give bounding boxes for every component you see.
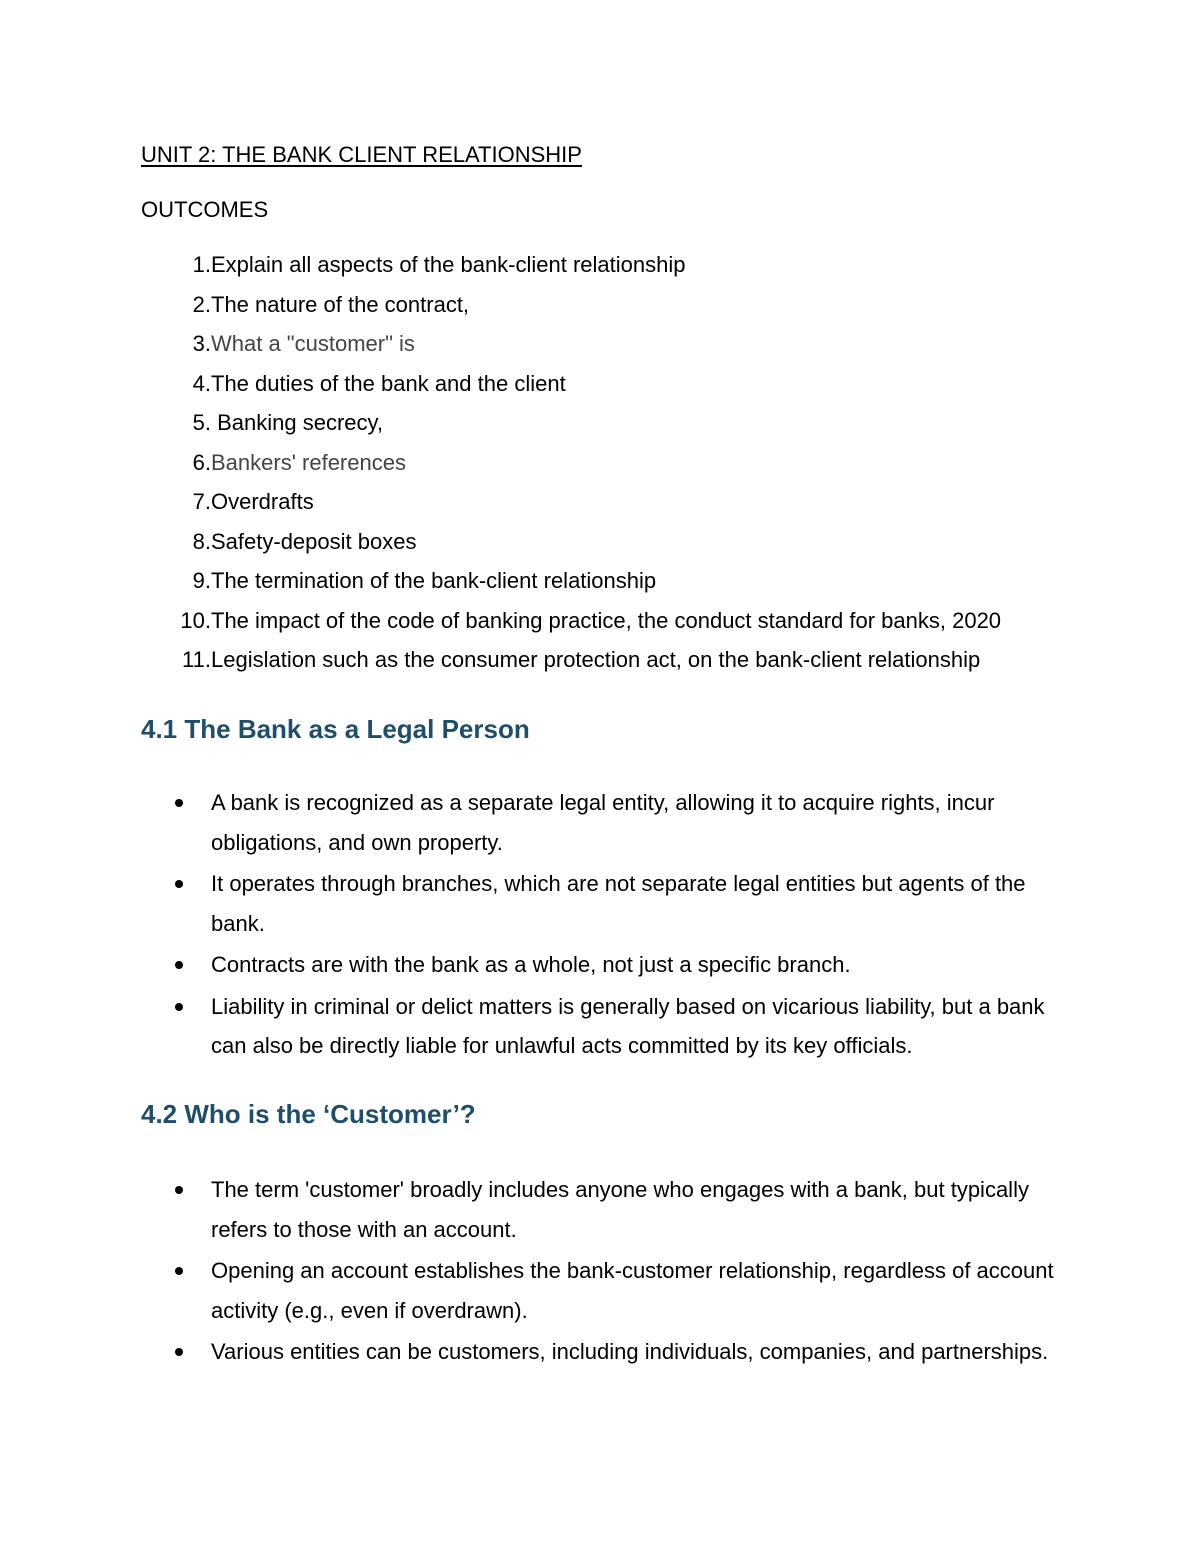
outcome-number: 3. <box>192 331 211 356</box>
outcome-text: Overdrafts <box>211 489 314 514</box>
bullet-icon <box>175 961 183 969</box>
outcome-number: 1. <box>192 252 211 277</box>
section-heading-legal-person: 4.1 The Bank as a Legal Person <box>141 714 530 744</box>
bullet-text: Opening an account establishes the bank-customer relationship, regardless of account activity (e.g., even if overdrawn). <box>211 1258 1054 1323</box>
outcome-number: 11. <box>182 647 211 672</box>
bullet-text: Contracts are with the bank as a whole, not just a specific branch. <box>211 952 851 977</box>
outcome-text: Bankers' references <box>211 449 406 475</box>
bullet-item <box>141 1332 1081 1372</box>
outcome-number: 5. <box>192 410 211 435</box>
outcome-number: 10. <box>180 607 211 633</box>
bullet-icon <box>175 1348 183 1356</box>
outcome-text: The termination of the bank-client relationship <box>211 568 657 593</box>
bullet-text: Liability in criminal or delict matters is generally based on vicarious liability, but a bank can also be directly liable for unlawful acts committed by its key officials. <box>211 993 1045 1058</box>
outcome-number: 4. <box>192 370 211 396</box>
bullet-text: A bank is recognized as a separate legal entity, allowing it to acquire rights, incur obligations, and own property. <box>211 790 995 855</box>
bullet-icon <box>175 1003 183 1011</box>
outcome-text: What a "customer" is <box>211 331 415 356</box>
legal-person-bullet-list <box>141 783 1081 1068</box>
bullet-text: It operates through branches, which are not separate legal entities but agents of the bank. <box>211 871 1026 936</box>
outcome-number: 9. <box>192 568 211 593</box>
bullet-item <box>141 1170 1081 1249</box>
bullet-text: The term 'customer' broadly includes anyone who engages with a bank, but typically refers to those with an account. <box>211 1177 1029 1242</box>
outcome-text: The impact of the code of banking practice, the conduct standard for banks, 2020 <box>211 607 1002 633</box>
outcomes-label: OUTCOMES <box>141 197 269 222</box>
outcome-text: Banking secrecy, <box>211 410 384 435</box>
bullet-item <box>141 987 1081 1066</box>
bullet-icon <box>175 1267 183 1275</box>
customer-bullet-list <box>141 1170 1081 1374</box>
bullet-icon <box>175 1186 183 1194</box>
bullet-item <box>141 1251 1081 1330</box>
outcome-number: 6. <box>192 449 211 475</box>
outcome-text: The nature of the contract, <box>211 291 470 317</box>
section-heading-customer: 4.2 Who is the ‘Customer’? <box>141 1099 476 1129</box>
bullet-item <box>141 864 1081 943</box>
bullet-item <box>141 945 1081 985</box>
outcome-text: Explain all aspects of the bank-client relationship <box>211 252 686 277</box>
bullet-icon <box>175 799 183 807</box>
bullet-text: Various entities can be customers, including individuals, companies, and partnerships. <box>211 1339 1049 1364</box>
outcome-text: The duties of the bank and the client <box>211 370 566 396</box>
document-title: UNIT 2: THE BANK CLIENT RELATIONSHIP <box>141 142 582 167</box>
bullet-icon <box>175 880 183 888</box>
outcome-text: Safety-deposit boxes <box>211 528 417 554</box>
outcome-number: 7. <box>192 489 211 514</box>
outcome-text: Legislation such as the consumer protection act, on the bank-client relationship <box>211 647 981 672</box>
bullet-item <box>141 783 1081 862</box>
outcome-number: 8. <box>192 528 211 554</box>
outcome-number: 2. <box>192 291 211 317</box>
